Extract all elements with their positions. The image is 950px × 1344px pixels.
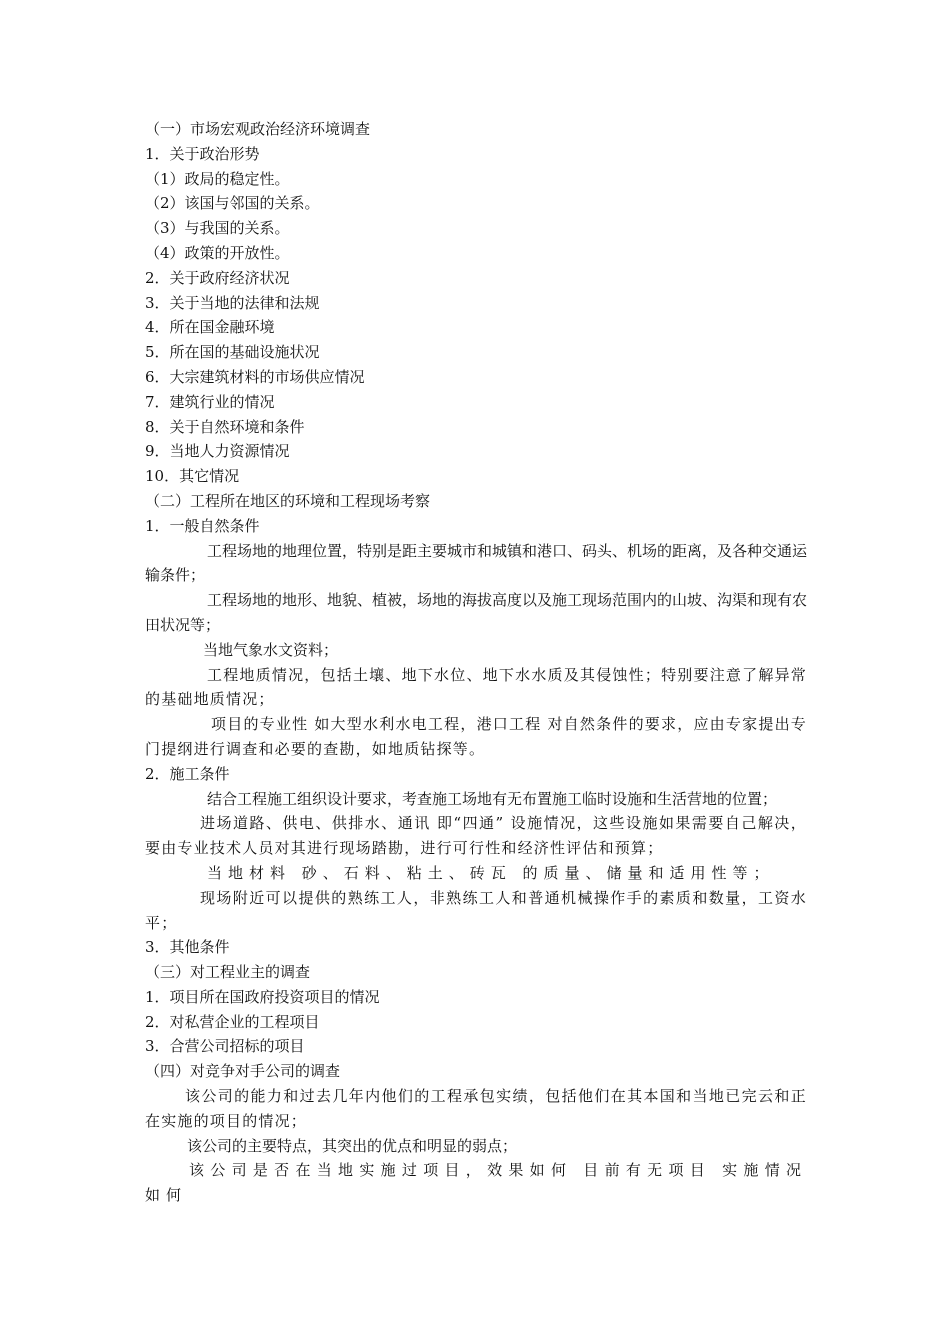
list-item: 3．合营公司招标的项目: [145, 1037, 305, 1056]
paragraph: 当地材料 砂、石料、粘土、砖瓦 的质量、储量和适用性等；: [207, 863, 775, 882]
section-heading-1: （一）市场宏观政治经济环境调查: [145, 120, 371, 138]
paragraph: 现场附近可以提供的熟练工人，非熟练工人和普通机械操作手的素质和数量，工资水平；: [145, 888, 807, 932]
paragraph: 该公司是否在当地实施过项目，效果如何 目前有无项目 实施情况如何: [145, 1161, 807, 1205]
list-item: 2．施工条件: [145, 764, 230, 783]
list-item: 9．当地人力资源情况: [145, 442, 290, 461]
paragraph: 工程场地的地理位置，特别是距主要城市和城镇和港口、码头、机场的距离，及各种交通运输条件；: [145, 541, 808, 585]
list-item: 7．建筑行业的情况: [145, 392, 275, 411]
list-item: 5．所在国的基础设施状况: [145, 343, 320, 362]
list-item: 3．关于当地的法律和法规: [145, 293, 320, 312]
list-item: 6．大宗建筑材料的市场供应情况: [145, 367, 365, 386]
list-item: 2．对私营企业的工程项目: [145, 1012, 320, 1031]
list-item: （3）与我国的关系。: [145, 219, 290, 238]
list-item: 1．关于政治形势: [145, 144, 260, 163]
list-item: 2．关于政府经济状况: [145, 268, 290, 287]
document-page: [145, 117, 807, 1208]
paragraph: 项目的专业性 如大型水利水电工程，港口工程 对自然条件的要求，应由专家提出专门提纲进行调查和必要的查勘，如地质钻探等。: [145, 715, 807, 758]
list-item: 8．关于自然环境和条件: [145, 417, 305, 436]
paragraph: 进场道路、供电、供排水、通讯 即“四通” 设施情况，这些设施如果需要自己解决，要由专业技术人员对其进行现场踏勘，进行可行性和经济性评估和预算；: [145, 814, 807, 858]
paragraph: 工程场地的地形、地貌、植被，场地的海拔高度以及施工现场范围内的山坡、沟渠和现有农田状况等；: [145, 591, 808, 634]
list-item: 4．所在国金融环境: [145, 318, 275, 337]
list-item: 1．项目所在国政府投资项目的情况: [145, 987, 380, 1006]
section-heading-4: （四）对竞争对手公司的调查: [145, 1062, 341, 1081]
list-item: 10．其它情况: [145, 467, 240, 486]
paragraph: 当地气象水文资料；: [203, 640, 339, 659]
list-item: 1．一般自然条件: [145, 516, 260, 535]
section-heading-2: （二）工程所在地区的环境和工程现场考察: [145, 491, 431, 510]
list-item: （4）政策的开放性。: [145, 243, 290, 262]
paragraph: 该公司的主要特点，其突出的优点和明显的弱点；: [187, 1136, 518, 1155]
list-item: 3．其他条件: [145, 938, 230, 957]
paragraph: 该公司的能力和过去几年内他们的工程承包实绩，包括他们在其本国和当地已完云和正在实施的项目的情况；: [145, 1087, 807, 1130]
section-heading-3: （三）对工程业主的调查: [145, 963, 311, 982]
paragraph: 工程地质情况，包括土壤、地下水位、地下水水质及其侵蚀性；特别要注意了解异常的基础地质情况；: [145, 665, 807, 709]
list-item: （1）政局的稳定性。: [145, 169, 290, 188]
paragraph: 结合工程施工组织设计要求，考查施工场地有无布置施工临时设施和生活营地的位置；: [207, 789, 778, 808]
list-item: （2）该国与邻国的关系。: [145, 194, 320, 213]
